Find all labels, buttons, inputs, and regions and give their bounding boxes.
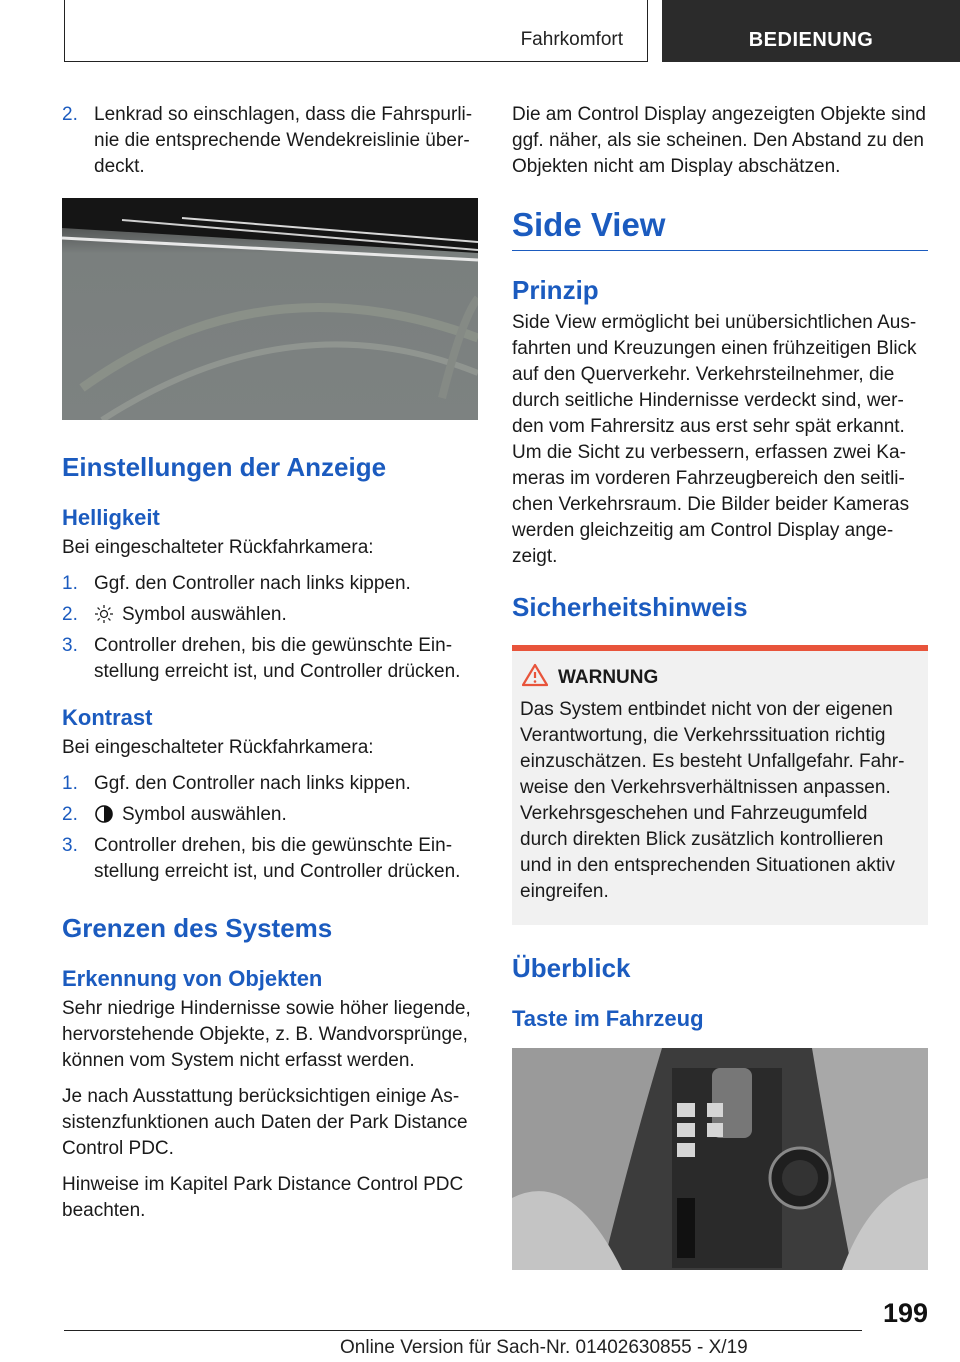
step-item bbox=[62, 102, 478, 180]
footer-text: Online Version für Sach-Nr. 01402630855 - X/19 bbox=[340, 1337, 748, 1358]
warning-icon bbox=[522, 663, 548, 687]
heading-contrast: Kontrast bbox=[62, 705, 153, 730]
rear-camera-illustration bbox=[62, 198, 478, 420]
heading-detection: Erkennung von Objekten bbox=[62, 966, 323, 991]
paragraph: Side View ermöglicht bei unübersichtlichen Ausfahrten und Kreuzungen einen frühzeitigen Blick auf den Querverkehr. Verkehrsteilnehmer, die durch seitliche Hindernisse verdeckt sind, werden vom Fahrersitz aus erst sehr spät erkannt. Um die Sicht zu verbessern, erfassen zwei Kameras im vorderen Fahrzeugbereich den seitlichen Verkehrsraum. Die Bilder beider Kameras werden gleichzeitig am Control Display angezeigt. bbox=[512, 312, 917, 567]
step-number: 3. bbox=[62, 835, 78, 856]
step-text: Ggf. den Controller nach links kippen. bbox=[94, 573, 411, 594]
header-section-tab bbox=[64, 0, 648, 62]
console-illustration bbox=[512, 1048, 928, 1270]
paragraph: Hinweise im Kapitel Park Distance Control PDC beachten. bbox=[62, 1174, 464, 1221]
heading-side-view: Side View bbox=[512, 206, 928, 251]
step-number: 1. bbox=[62, 573, 78, 594]
paragraph: Je nach Ausstattung berücksichtigen einige Assistenzfunktionen auch Daten der Park Distance Control PDC. bbox=[62, 1086, 468, 1159]
right-column bbox=[512, 102, 928, 1270]
vehicle-console-image bbox=[512, 1048, 928, 1270]
brightness-icon bbox=[94, 604, 114, 624]
heading-safety: Sicherheitshinweis bbox=[512, 592, 748, 622]
step-text: Controller drehen, bis die gewünschte Einstellung erreicht ist, und Controller drücken. bbox=[94, 835, 461, 882]
chapter-title: BEDIENUNG bbox=[748, 29, 874, 51]
heading-settings: Einstellungen der Anzeige bbox=[62, 452, 387, 482]
heading-button: Taste im Fahrzeug bbox=[512, 1006, 704, 1031]
page-number: 199 bbox=[882, 1298, 928, 1328]
step-item bbox=[62, 771, 478, 797]
step-item bbox=[62, 802, 478, 828]
warning-text: Das System entbindet nicht von der eigenen Verantwortung, die Verkehrssituation richtig einzuschätzen. Es besteht Unfallgefahr. Fahrweise den Verkehrsverhältnissen anpassen. Verkehrsgeschehen und Fahrzeugumfeld durch direkten Blick zusätzlich kontrollieren und in den entsprechenden Situationen aktiv eingreifen. bbox=[520, 699, 905, 902]
warning-box bbox=[512, 645, 928, 925]
heading-overview: Überblick bbox=[512, 953, 631, 983]
rear-camera-image bbox=[62, 198, 478, 420]
step-number: 2. bbox=[62, 804, 78, 825]
step-number: 1. bbox=[62, 773, 78, 794]
step-text: Symbol auswählen. bbox=[122, 804, 287, 825]
step-text: Lenkrad so einschlagen, dass die Fahrspurlinie die entsprechende Wendekreislinie überdeckt. bbox=[94, 104, 473, 177]
step-number: 2. bbox=[62, 104, 78, 125]
step-item bbox=[62, 833, 478, 885]
warning-title: WARNUNG bbox=[558, 667, 659, 688]
step-number: 3. bbox=[62, 635, 78, 656]
section-title: Fahrkomfort bbox=[520, 29, 623, 50]
left-column bbox=[62, 102, 478, 1234]
brightness-intro: Bei eingeschalteter Rückfahrkamera: bbox=[62, 537, 374, 558]
contrast-intro: Bei eingeschalteter Rückfahrkamera: bbox=[62, 737, 374, 758]
step-item bbox=[62, 571, 478, 597]
heading-limits: Grenzen des Systems bbox=[62, 913, 333, 943]
paragraph: Die am Control Display angezeigten Objekte sind ggf. näher, als sie scheinen. Den Abstand zu den Objekten nicht am Display abschätzen. bbox=[512, 104, 926, 177]
step-item bbox=[62, 602, 478, 628]
warning-header bbox=[558, 667, 920, 689]
paragraph: Sehr niedrige Hindernisse sowie höher liegende, hervorstehende Objekte, z. B. Wandvorsprünge, können vom System nicht erfasst werden. bbox=[62, 998, 471, 1071]
step-text: Ggf. den Controller nach links kippen. bbox=[94, 773, 411, 794]
step-item bbox=[62, 633, 478, 685]
step-number: 2. bbox=[62, 604, 78, 625]
step-text: Controller drehen, bis die gewünschte Einstellung erreicht ist, und Controller drücken. bbox=[94, 635, 461, 682]
heading-principle: Prinzip bbox=[512, 275, 599, 305]
footer-divider bbox=[64, 1330, 862, 1331]
heading-brightness: Helligkeit bbox=[62, 505, 160, 530]
header-chapter-tab bbox=[662, 0, 960, 62]
step-text: Symbol auswählen. bbox=[122, 604, 287, 625]
contrast-icon bbox=[94, 804, 114, 824]
